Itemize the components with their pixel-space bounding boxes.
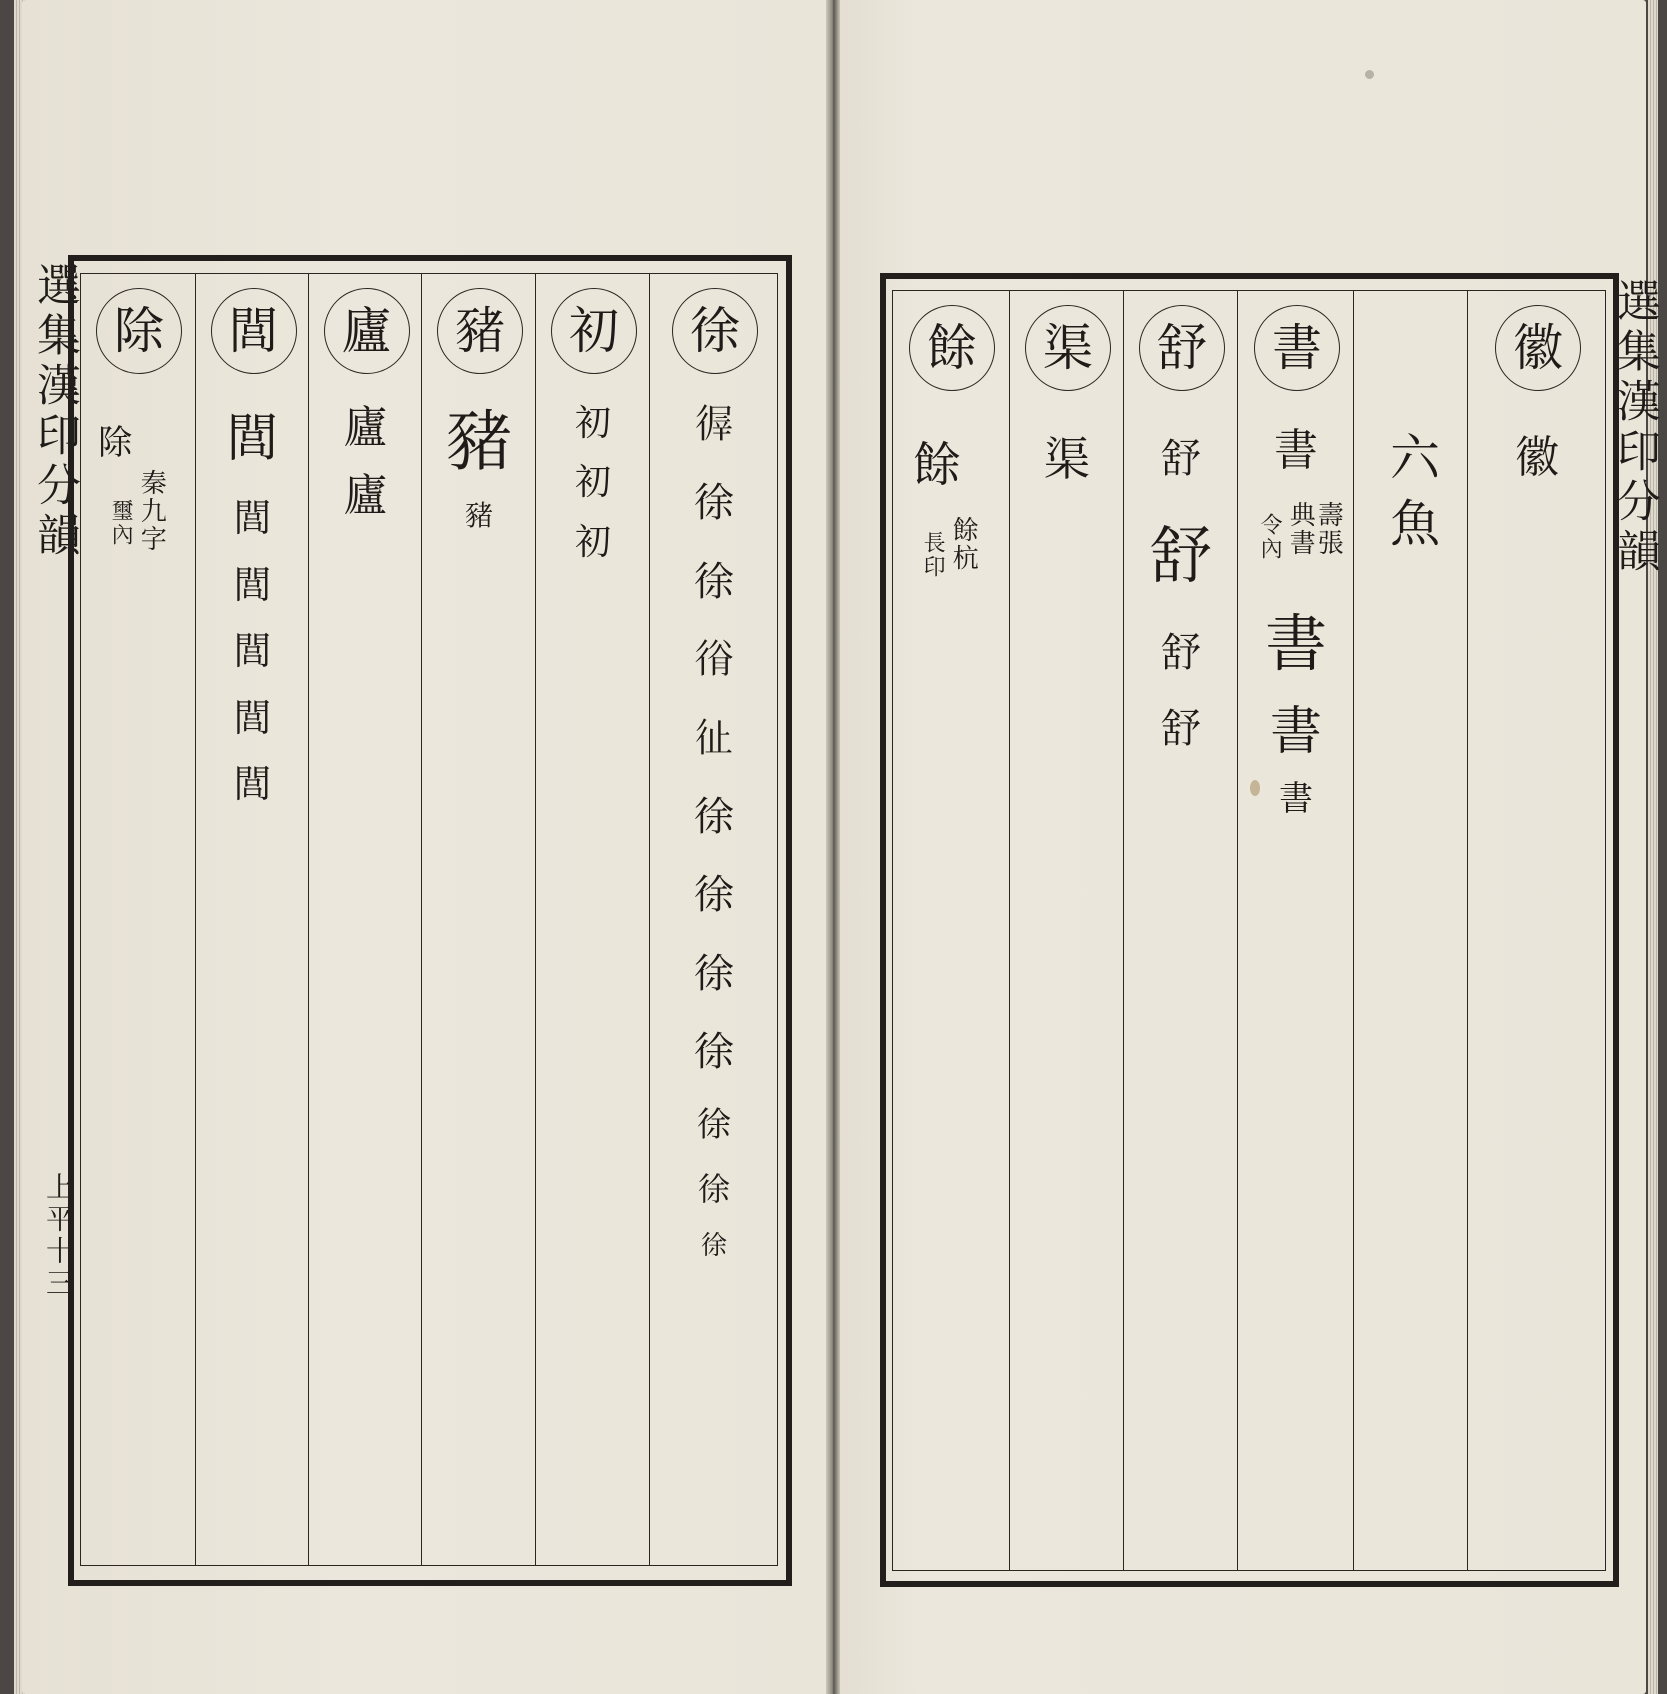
head-char: 除	[96, 288, 182, 374]
seal-form: 舒	[1160, 436, 1201, 482]
seal-form: 書	[1264, 607, 1328, 680]
seal-form: 舒	[1160, 629, 1201, 676]
head-char: 閭	[211, 288, 297, 374]
seal-form: 閭	[233, 762, 272, 806]
seal-form: 除	[98, 423, 133, 463]
seal-form: 徐	[694, 1029, 734, 1076]
column-hui-emblem	[1467, 291, 1606, 1570]
seal-form: 閭	[233, 695, 272, 740]
seal-form: 𢕌	[694, 402, 734, 448]
head-char: 餘	[909, 305, 995, 391]
head-char: 書	[1254, 305, 1340, 391]
seal-form: 餘	[913, 437, 962, 493]
right-grid	[892, 290, 1606, 1571]
paper-spot	[1250, 780, 1260, 796]
seal-forms	[344, 394, 388, 530]
column-xu-slow	[649, 274, 778, 1565]
column-chu-begin	[535, 274, 650, 1565]
column-note-b: 長印	[920, 531, 946, 579]
column-note-a: 秦九字	[136, 469, 167, 553]
head-char: 初	[551, 288, 637, 374]
seal-form: 豬	[446, 403, 512, 480]
left-margin-title: 選集漢印分韻	[29, 262, 80, 562]
seal-form: 徐	[694, 558, 734, 605]
rhyme-heading: 六魚	[1382, 431, 1440, 563]
left-frame	[68, 255, 792, 1586]
seal-form: 徽	[1515, 432, 1559, 483]
seal-form: 初	[574, 521, 612, 563]
column-lu-hut	[308, 274, 422, 1565]
column-zhu-pig	[421, 274, 536, 1565]
seal-form: 徐	[694, 950, 734, 997]
seal-form: 𢓊	[694, 715, 734, 762]
column-note-b: 典書	[1285, 501, 1316, 557]
book-gutter	[826, 0, 840, 1694]
head-char: 廬	[324, 288, 410, 374]
seal-forms	[1044, 426, 1090, 493]
seal-form: 初	[574, 462, 612, 504]
seal-form: 徐	[694, 793, 734, 840]
seal-forms	[575, 394, 611, 572]
seal-form: 舒	[1149, 519, 1213, 592]
seal-forms-lower	[1265, 596, 1327, 825]
seal-form: 徐	[697, 1104, 731, 1145]
seal-form: 初	[574, 403, 612, 444]
paper-spot	[1365, 70, 1374, 79]
seal-form: 徐	[694, 872, 734, 919]
left-margin-folio: 上平十三	[42, 1172, 75, 1300]
head-char: 徐	[672, 288, 758, 374]
seal-form: 舒	[1160, 705, 1201, 752]
column-note-b: 璽內	[108, 499, 134, 547]
seal-forms	[1150, 421, 1212, 767]
seal-forms	[913, 431, 961, 501]
seal-form: 渠	[1044, 432, 1090, 486]
seal-form: 廬	[343, 470, 388, 522]
column-rhyme-heading	[1353, 291, 1468, 1570]
column-yu-surplus	[893, 291, 1009, 1570]
seal-form: 豬	[464, 498, 493, 532]
left-grid	[80, 273, 778, 1566]
column-note-a: 餘杭	[948, 516, 979, 572]
seal-form: 徐	[694, 480, 734, 527]
seal-form: 書	[1274, 425, 1318, 476]
column-note-c: 令內	[1257, 513, 1283, 561]
seal-form: 書	[1269, 702, 1323, 763]
seal-form: 書	[1278, 778, 1313, 819]
seal-form: 閭	[226, 409, 279, 469]
head-char: 豬	[437, 288, 523, 374]
seal-forms	[98, 419, 132, 468]
seal-form: 閭	[233, 629, 272, 673]
head-char: 舒	[1139, 305, 1225, 391]
right-page-edges	[1648, 0, 1658, 1694]
head-char: 徽	[1495, 305, 1581, 391]
seal-forms	[226, 394, 278, 818]
seal-form: 閭	[233, 562, 272, 607]
seal-forms	[694, 386, 734, 1272]
seal-forms	[446, 394, 512, 536]
column-chu-except	[81, 274, 195, 1565]
seal-form: 廬	[343, 402, 388, 453]
head-char: 渠	[1025, 305, 1111, 391]
seal-forms	[1274, 419, 1318, 483]
column-qu-canal	[1009, 291, 1124, 1570]
right-margin-title: 選集漢印分韻	[1609, 278, 1660, 578]
column-note-a: 壽張	[1313, 501, 1344, 557]
seal-form: 𢔍	[694, 637, 734, 684]
seal-form: 閭	[233, 496, 272, 540]
column-shu-book	[1237, 291, 1354, 1570]
column-shu-relax	[1123, 291, 1238, 1570]
column-lu-village	[195, 274, 309, 1565]
seal-form: 徐	[700, 1230, 727, 1261]
seal-forms	[1515, 426, 1559, 490]
right-frame	[880, 273, 1619, 1587]
seal-form: 徐	[697, 1170, 730, 1209]
